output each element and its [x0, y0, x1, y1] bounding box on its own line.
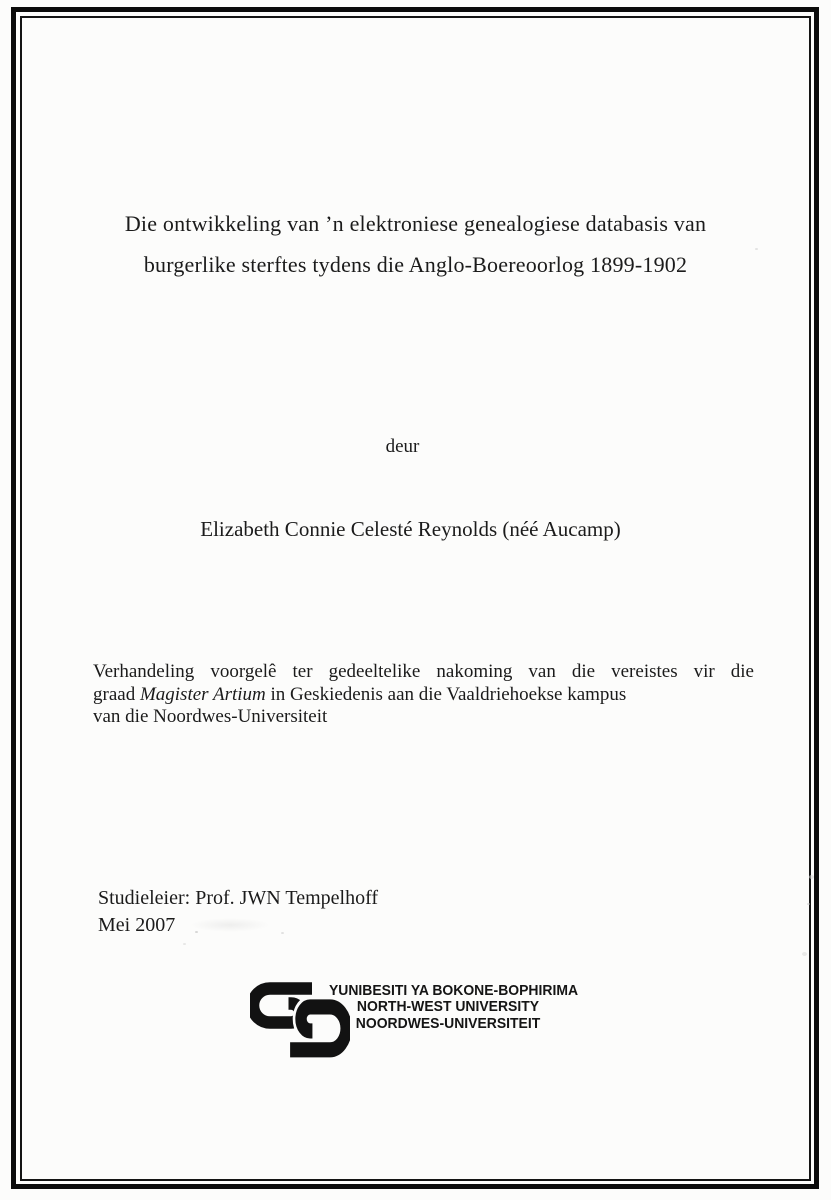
date-line: Mei 2007 — [98, 913, 176, 936]
degree-statement-line2 — [93, 684, 754, 707]
degree-statement-line3: van die Noordwes-Universiteit — [93, 706, 328, 727]
thesis-title — [40, 203, 791, 285]
degree-name-italic: Magister Artium — [139, 683, 266, 705]
thesis-title-line1: Die ontwikkeling van ’n elektroniese genealogiese databasis van — [124, 211, 707, 236]
degree-statement-line2-post: in Geskiedenis aan die Vaaldriehoekse kampus — [265, 683, 627, 705]
byline-deur: deur — [385, 436, 420, 457]
logo-text-english: NORTH-WEST UNIVERSITY — [356, 998, 540, 1016]
degree-statement — [93, 661, 754, 729]
scan-smudge — [190, 918, 270, 932]
degree-statement-line2-pre: graad — [93, 683, 140, 705]
logo-text-setswana: YUNIBESITI YA BOKONE-BOPHIRIMA — [328, 982, 579, 999]
nwu-logo-text — [328, 982, 579, 1032]
author-name: Elizabeth Connie Celesté Reynolds (néé Aucamp) — [200, 517, 621, 541]
supervisor-line: Studieleier: Prof. JWN Tempelhoff — [98, 887, 379, 909]
logo-text-afrikaans: NOORDWES-UNIVERSITEIT — [355, 1014, 541, 1032]
thesis-title-line2: burgerlike sterftes tydens die Anglo-Boereoorlog 1899-1902 — [143, 252, 688, 277]
degree-statement-line1: Verhandeling voorgelê ter gedeeltelike nakoming van die vereistes vir die — [93, 661, 754, 682]
nwu-logo — [250, 980, 590, 1062]
